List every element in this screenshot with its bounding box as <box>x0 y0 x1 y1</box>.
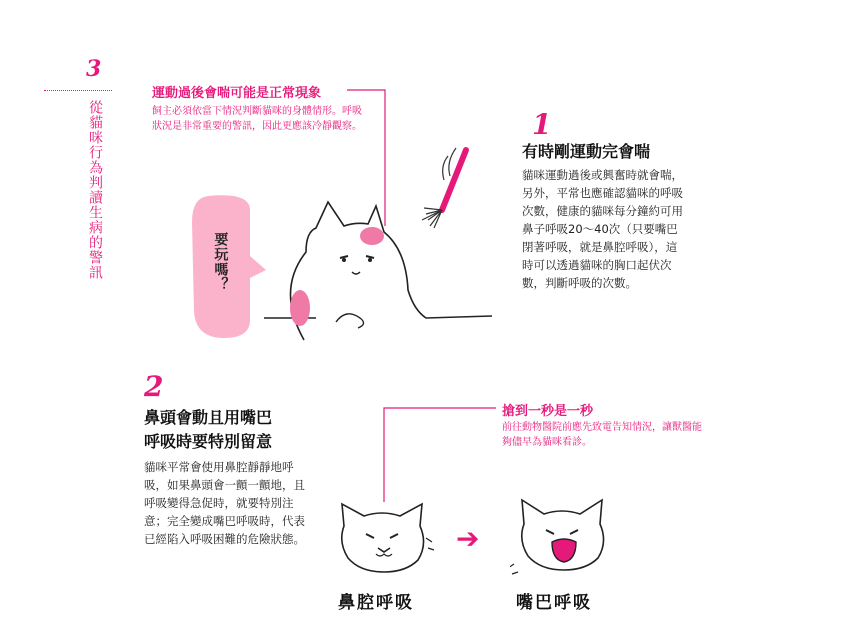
note-bottom-leader-line <box>378 402 498 512</box>
note-bottom-body: 前往動物醫院前應先致電告知情況，讓獸醫能夠儘早為貓咪看診。 <box>502 422 702 448</box>
section2-title-line2: 呼吸時要特別留意 <box>144 432 273 451</box>
section-number-1: 1 <box>532 108 552 141</box>
section2-title-line1: 鼻頭會動且用嘴巴 <box>144 408 273 427</box>
label-nose-breathing: 鼻腔呼吸 <box>338 593 414 613</box>
section1-title: 有時剛運動完會喘 <box>522 142 651 161</box>
section2-body: 貓咪平常會使用鼻腔靜靜地呼吸，如果鼻頭會一顫一顫地，且呼吸變得急促時，就要特別注意；完全變成嘴巴呼吸時，代表已經陷入呼吸困難的危險狀態。 <box>144 460 305 546</box>
cat-face-mouth-breathing <box>510 494 620 578</box>
note-top-title: 運動過後會喘可能是正常現象 <box>152 86 322 101</box>
section1-body: 貓咪運動過後或興奮時就會喘，另外，平常也應確認貓咪的呼吸次數，健康的貓咪每分鐘約可用鼻子呼吸20～40次（只要嘴巴閉著呼吸，就是鼻腔呼吸），這時可以透過貓咪的胸口起伏次數，判斷呼吸的次數。 <box>522 168 683 290</box>
section-number-3: 3 <box>86 56 102 82</box>
feather-toy-icon <box>422 148 466 228</box>
section-number-2: 2 <box>144 370 164 403</box>
cat-lying-illustration <box>256 140 526 350</box>
vertical-chapter-title: 從貓咪行為判讀生病的警訊 <box>87 100 103 280</box>
speech-bubble-text: 要玩嗎？ <box>212 232 229 292</box>
dotted-divider <box>44 90 112 91</box>
label-mouth-breathing: 嘴巴呼吸 <box>516 593 592 613</box>
arrow-right-icon: ➔ <box>456 522 480 555</box>
cat-face-nose-breathing <box>330 498 440 578</box>
note-top-body: 飼主必須依當下情況判斷貓咪的身體情形。呼吸狀況是非常重要的警訊，因此更應該冷靜觀察。 <box>152 106 362 132</box>
note-bottom-title: 搶到一秒是一秒 <box>502 404 594 419</box>
